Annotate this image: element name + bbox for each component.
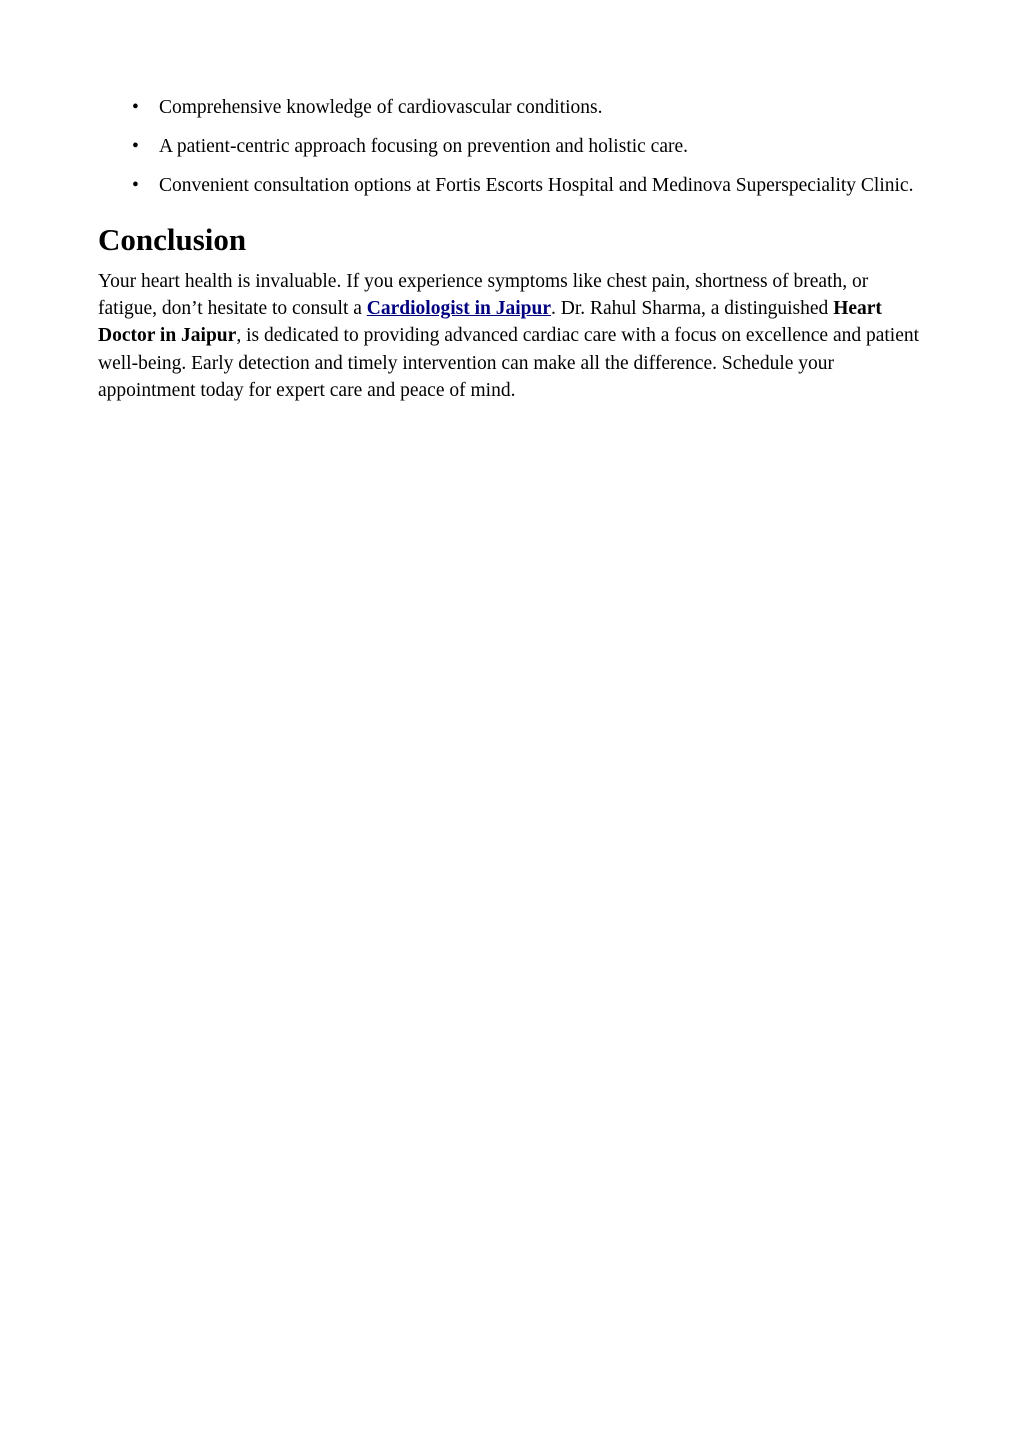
paragraph-text: Your heart health is invaluable. If you experience symptoms like chest pain, shortness of breath, or fatigue, don’t hesitate to consult a [98,271,869,320]
bullet-icon: • [132,175,139,196]
list-item [98,172,928,199]
document-page [98,94,928,404]
list-item-text: Convenient consultation options at Fortis Escorts Hospital and Medinova Superspeciality Clinic. [159,175,914,196]
bullet-icon: • [132,97,139,118]
list-item-text: Comprehensive knowledge of cardiovascular conditions. [159,97,603,118]
list-item [98,94,928,121]
qualifications-list [98,94,928,199]
list-item-text: A patient-centric approach focusing on prevention and holistic care. [159,136,689,157]
conclusion-paragraph [98,268,928,404]
conclusion-heading: Conclusion [98,222,247,257]
cardiologist-link[interactable]: Cardiologist in Jaipur [366,298,551,320]
list-item [98,133,928,160]
paragraph-text: , is dedicated to providing advanced cardiac care with a focus on excellence and patient well-being. Early detection and timely intervention can make all the difference. Schedule your appointment today for expert care and peace of mind. [98,325,920,401]
paragraph-text: . Dr. Rahul Sharma, a distinguished [551,298,834,320]
bullet-icon: • [132,136,139,157]
heart-doctor-bold-text: Heart Doctor in Jaipur [98,298,882,347]
